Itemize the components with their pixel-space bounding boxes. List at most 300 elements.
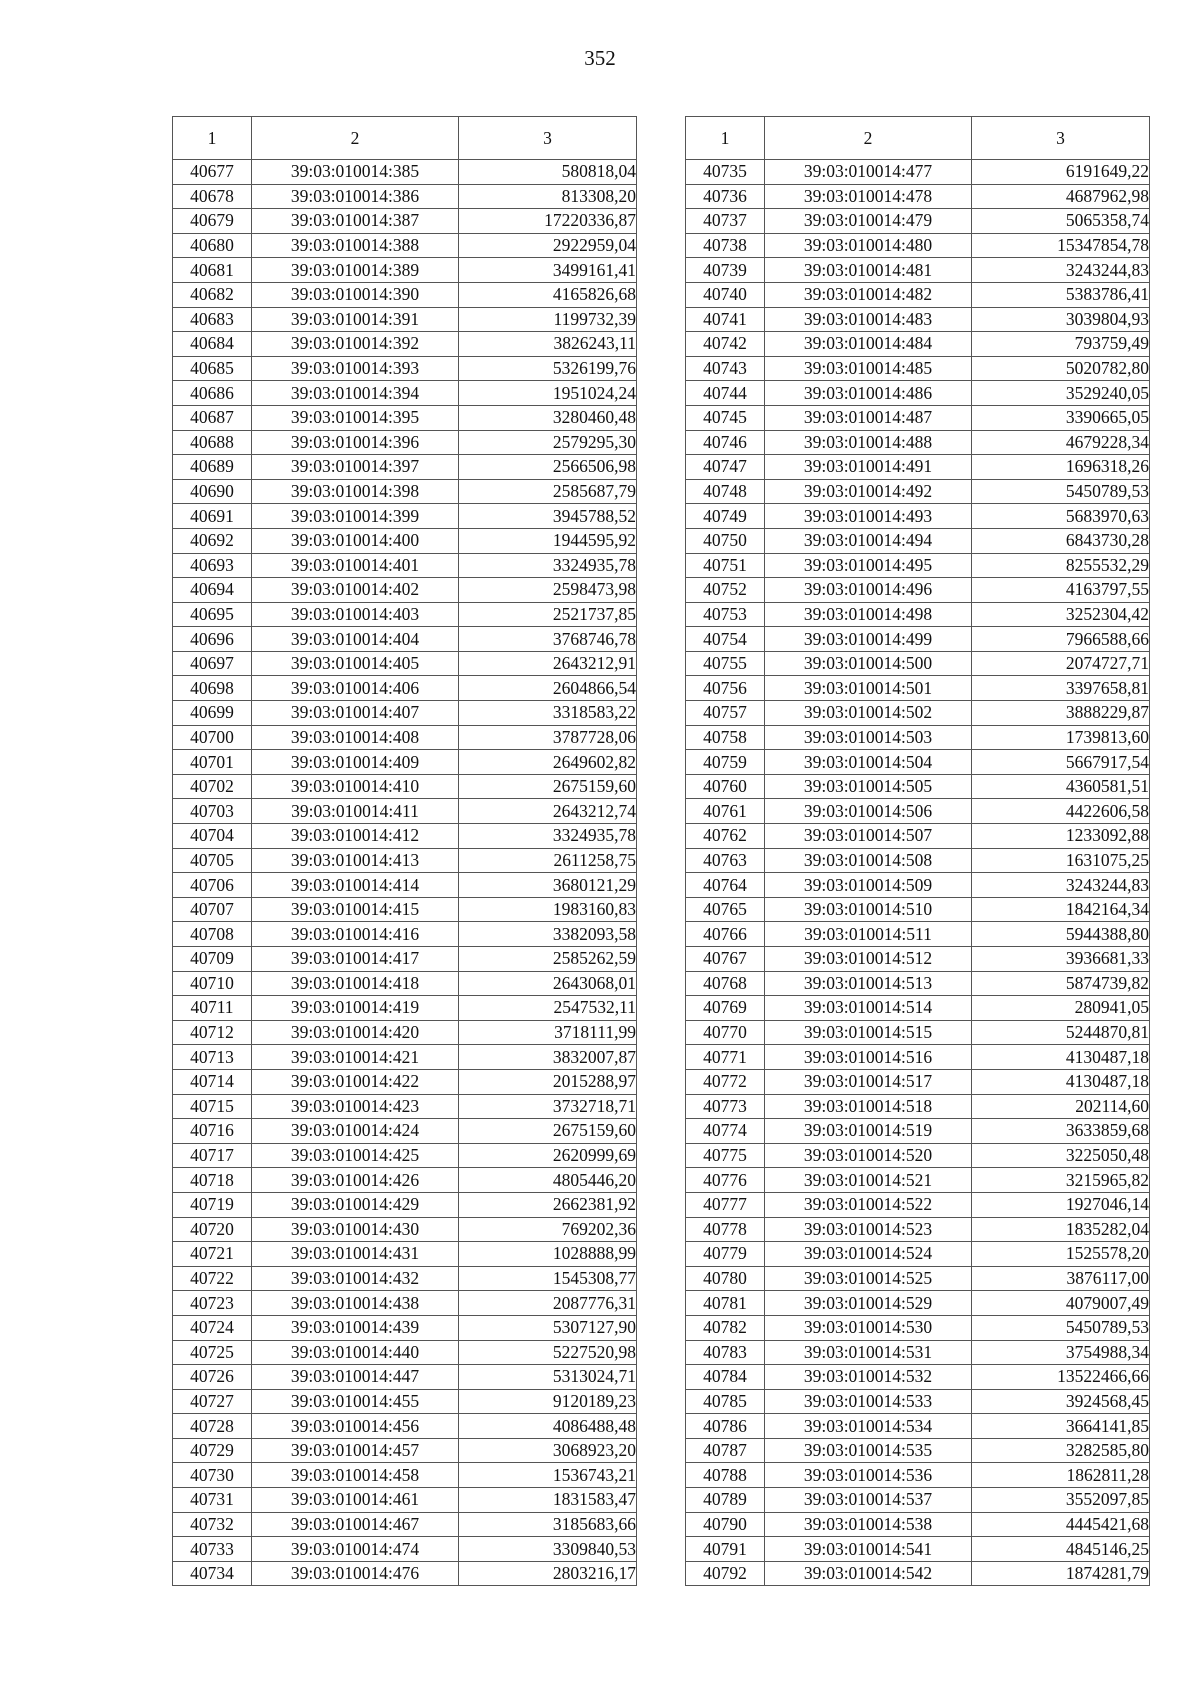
cadastral-number-cell: 39:03:010014:410 xyxy=(252,774,459,799)
row-number-cell: 40700 xyxy=(173,725,252,750)
cadastral-number-cell: 39:03:010014:523 xyxy=(765,1217,972,1242)
cadastral-number-cell: 39:03:010014:518 xyxy=(765,1094,972,1119)
cadastral-number-cell: 39:03:010014:385 xyxy=(252,160,459,185)
row-number-cell: 40722 xyxy=(173,1266,252,1291)
table-row xyxy=(686,504,1150,529)
table-row xyxy=(686,307,1150,332)
cadastral-number-cell: 39:03:010014:532 xyxy=(765,1365,972,1390)
value-cell: 2074727,71 xyxy=(972,651,1150,676)
row-number-cell: 40679 xyxy=(173,209,252,234)
cadastral-number-cell: 39:03:010014:474 xyxy=(252,1537,459,1562)
row-number-cell: 40705 xyxy=(173,848,252,873)
cadastral-number-cell: 39:03:010014:481 xyxy=(765,258,972,283)
row-number-cell: 40791 xyxy=(686,1537,765,1562)
row-number-cell: 40774 xyxy=(686,1119,765,1144)
cadastral-number-cell: 39:03:010014:422 xyxy=(252,1069,459,1094)
row-number-cell: 40748 xyxy=(686,479,765,504)
value-cell: 5227520,98 xyxy=(459,1340,637,1365)
cadastral-number-cell: 39:03:010014:520 xyxy=(765,1143,972,1168)
table-row xyxy=(686,676,1150,701)
value-cell: 793759,49 xyxy=(972,332,1150,357)
value-cell: 3826243,11 xyxy=(459,332,637,357)
table-row xyxy=(686,233,1150,258)
value-cell: 5326199,76 xyxy=(459,356,637,381)
cadastral-number-cell: 39:03:010014:455 xyxy=(252,1389,459,1414)
value-cell: 1739813,60 xyxy=(972,725,1150,750)
cadastral-number-cell: 39:03:010014:439 xyxy=(252,1315,459,1340)
cadastral-number-cell: 39:03:010014:534 xyxy=(765,1414,972,1439)
row-number-cell: 40756 xyxy=(686,676,765,701)
value-cell: 1842164,34 xyxy=(972,897,1150,922)
table-row xyxy=(173,824,637,849)
value-cell: 1233092,88 xyxy=(972,824,1150,849)
row-number-cell: 40752 xyxy=(686,578,765,603)
cadastral-number-cell: 39:03:010014:495 xyxy=(765,553,972,578)
cadastral-number-cell: 39:03:010014:529 xyxy=(765,1291,972,1316)
row-number-cell: 40762 xyxy=(686,824,765,849)
table-row xyxy=(686,282,1150,307)
table-row xyxy=(686,1119,1150,1144)
cadastral-number-cell: 39:03:010014:500 xyxy=(765,651,972,676)
cadastral-number-cell: 39:03:010014:402 xyxy=(252,578,459,603)
table-row xyxy=(686,184,1150,209)
value-cell: 3832007,87 xyxy=(459,1045,637,1070)
row-number-cell: 40680 xyxy=(173,233,252,258)
value-cell: 17220336,87 xyxy=(459,209,637,234)
cadastral-number-cell: 39:03:010014:429 xyxy=(252,1192,459,1217)
row-number-cell: 40754 xyxy=(686,627,765,652)
row-number-cell: 40785 xyxy=(686,1389,765,1414)
row-number-cell: 40759 xyxy=(686,750,765,775)
row-number-cell: 40761 xyxy=(686,799,765,824)
value-cell: 9120189,23 xyxy=(459,1389,637,1414)
table-row xyxy=(173,774,637,799)
value-cell: 3397658,81 xyxy=(972,676,1150,701)
cadastral-number-cell: 39:03:010014:396 xyxy=(252,430,459,455)
cadastral-number-cell: 39:03:010014:401 xyxy=(252,553,459,578)
row-number-cell: 40773 xyxy=(686,1094,765,1119)
value-cell: 2611258,75 xyxy=(459,848,637,873)
row-number-cell: 40776 xyxy=(686,1168,765,1193)
value-cell: 5874739,82 xyxy=(972,971,1150,996)
cadastral-number-cell: 39:03:010014:496 xyxy=(765,578,972,603)
table-row xyxy=(173,528,637,553)
value-cell: 1545308,77 xyxy=(459,1266,637,1291)
value-cell: 4679228,34 xyxy=(972,430,1150,455)
table-row xyxy=(686,602,1150,627)
value-cell: 5683970,63 xyxy=(972,504,1150,529)
page-number: 352 xyxy=(584,46,616,70)
row-number-cell: 40777 xyxy=(686,1192,765,1217)
row-number-cell: 40723 xyxy=(173,1291,252,1316)
row-number-cell: 40755 xyxy=(686,651,765,676)
value-cell: 5020782,80 xyxy=(972,356,1150,381)
cadastral-number-cell: 39:03:010014:418 xyxy=(252,971,459,996)
row-number-cell: 40727 xyxy=(173,1389,252,1414)
table-row xyxy=(173,996,637,1021)
table-row xyxy=(686,553,1150,578)
column-header-1: 1 xyxy=(686,117,765,160)
cadastral-number-cell: 39:03:010014:538 xyxy=(765,1512,972,1537)
value-cell: 2579295,30 xyxy=(459,430,637,455)
cadastral-number-cell: 39:03:010014:508 xyxy=(765,848,972,873)
value-cell: 2662381,92 xyxy=(459,1192,637,1217)
value-cell: 3768746,78 xyxy=(459,627,637,652)
row-number-cell: 40724 xyxy=(173,1315,252,1340)
row-number-cell: 40698 xyxy=(173,676,252,701)
row-number-cell: 40725 xyxy=(173,1340,252,1365)
table-row xyxy=(686,701,1150,726)
row-number-cell: 40737 xyxy=(686,209,765,234)
value-cell: 5383786,41 xyxy=(972,282,1150,307)
value-cell: 3718111,99 xyxy=(459,1020,637,1045)
value-cell: 3324935,78 xyxy=(459,824,637,849)
cadastral-number-cell: 39:03:010014:513 xyxy=(765,971,972,996)
cadastral-number-cell: 39:03:010014:407 xyxy=(252,701,459,726)
table-row xyxy=(173,553,637,578)
row-number-cell: 40730 xyxy=(173,1463,252,1488)
value-cell: 3888229,87 xyxy=(972,701,1150,726)
table-row xyxy=(173,233,637,258)
table-row xyxy=(686,1315,1150,1340)
table-row xyxy=(173,602,637,627)
row-number-cell: 40677 xyxy=(173,160,252,185)
row-number-cell: 40710 xyxy=(173,971,252,996)
row-number-cell: 40692 xyxy=(173,528,252,553)
value-cell: 3243244,83 xyxy=(972,873,1150,898)
value-cell: 3876117,00 xyxy=(972,1266,1150,1291)
value-cell: 5450789,53 xyxy=(972,479,1150,504)
row-number-cell: 40683 xyxy=(173,307,252,332)
table-row xyxy=(686,160,1150,185)
row-number-cell: 40760 xyxy=(686,774,765,799)
table-row xyxy=(686,774,1150,799)
value-cell: 5313024,71 xyxy=(459,1365,637,1390)
value-cell: 6191649,22 xyxy=(972,160,1150,185)
cadastral-number-cell: 39:03:010014:519 xyxy=(765,1119,972,1144)
row-number-cell: 40789 xyxy=(686,1488,765,1513)
cadastral-number-cell: 39:03:010014:535 xyxy=(765,1438,972,1463)
value-cell: 2675159,60 xyxy=(459,1119,637,1144)
table-row xyxy=(173,1020,637,1045)
table-row xyxy=(686,1045,1150,1070)
row-number-cell: 40780 xyxy=(686,1266,765,1291)
table-row xyxy=(173,750,637,775)
row-number-cell: 40775 xyxy=(686,1143,765,1168)
cadastral-number-cell: 39:03:010014:457 xyxy=(252,1438,459,1463)
row-number-cell: 40682 xyxy=(173,282,252,307)
cadastral-number-cell: 39:03:010014:516 xyxy=(765,1045,972,1070)
row-number-cell: 40787 xyxy=(686,1438,765,1463)
table-row xyxy=(173,1315,637,1340)
table-row xyxy=(173,455,637,480)
value-cell: 5244870,81 xyxy=(972,1020,1150,1045)
table-row xyxy=(686,1217,1150,1242)
table-row xyxy=(173,1266,637,1291)
table-row xyxy=(173,1045,637,1070)
table-row xyxy=(173,282,637,307)
table-row xyxy=(686,209,1150,234)
table-row xyxy=(686,479,1150,504)
row-number-cell: 40694 xyxy=(173,578,252,603)
cadastral-number-cell: 39:03:010014:499 xyxy=(765,627,972,652)
table-row xyxy=(173,1217,637,1242)
cadastral-number-cell: 39:03:010014:533 xyxy=(765,1389,972,1414)
cadastral-number-cell: 39:03:010014:406 xyxy=(252,676,459,701)
value-cell: 2547532,11 xyxy=(459,996,637,1021)
value-cell: 4445421,68 xyxy=(972,1512,1150,1537)
value-cell: 1983160,83 xyxy=(459,897,637,922)
table-row xyxy=(173,1192,637,1217)
cadastral-number-cell: 39:03:010014:432 xyxy=(252,1266,459,1291)
table-row xyxy=(173,627,637,652)
value-cell: 3243244,83 xyxy=(972,258,1150,283)
row-number-cell: 40740 xyxy=(686,282,765,307)
cadastral-number-cell: 39:03:010014:423 xyxy=(252,1094,459,1119)
table-row xyxy=(173,897,637,922)
table-row xyxy=(686,848,1150,873)
value-cell: 2643212,74 xyxy=(459,799,637,824)
cadastral-number-cell: 39:03:010014:517 xyxy=(765,1069,972,1094)
value-cell: 6843730,28 xyxy=(972,528,1150,553)
table-row xyxy=(173,405,637,430)
table-row xyxy=(173,848,637,873)
value-cell: 3754988,34 xyxy=(972,1340,1150,1365)
table-row xyxy=(173,1119,637,1144)
table-row xyxy=(686,947,1150,972)
table-row xyxy=(686,405,1150,430)
value-cell: 3924568,45 xyxy=(972,1389,1150,1414)
table-row xyxy=(686,356,1150,381)
table-row xyxy=(686,824,1150,849)
cadastral-number-cell: 39:03:010014:447 xyxy=(252,1365,459,1390)
cadastral-number-cell: 39:03:010014:393 xyxy=(252,356,459,381)
value-cell: 3382093,58 xyxy=(459,922,637,947)
row-number-cell: 40697 xyxy=(173,651,252,676)
value-cell: 3282585,80 xyxy=(972,1438,1150,1463)
row-number-cell: 40771 xyxy=(686,1045,765,1070)
table-row xyxy=(173,1168,637,1193)
row-number-cell: 40792 xyxy=(686,1561,765,1586)
table-row xyxy=(173,1365,637,1390)
table-row xyxy=(173,209,637,234)
table-body xyxy=(173,160,637,1586)
table-row xyxy=(686,1438,1150,1463)
row-number-cell: 40716 xyxy=(173,1119,252,1144)
row-number-cell: 40699 xyxy=(173,701,252,726)
cadastral-number-cell: 39:03:010014:524 xyxy=(765,1242,972,1267)
table-row xyxy=(173,651,637,676)
cadastral-number-cell: 39:03:010014:522 xyxy=(765,1192,972,1217)
table-row xyxy=(686,430,1150,455)
value-cell: 1874281,79 xyxy=(972,1561,1150,1586)
table-row xyxy=(686,1242,1150,1267)
row-number-cell: 40766 xyxy=(686,922,765,947)
cadastral-number-cell: 39:03:010014:531 xyxy=(765,1340,972,1365)
table-row xyxy=(686,1463,1150,1488)
cadastral-number-cell: 39:03:010014:501 xyxy=(765,676,972,701)
cadastral-number-cell: 39:03:010014:525 xyxy=(765,1266,972,1291)
table-row xyxy=(686,332,1150,357)
column-header-3: 3 xyxy=(972,117,1150,160)
cadastral-number-cell: 39:03:010014:411 xyxy=(252,799,459,824)
cadastral-number-cell: 39:03:010014:542 xyxy=(765,1561,972,1586)
table-row xyxy=(173,676,637,701)
table-row xyxy=(173,799,637,824)
cadastral-number-cell: 39:03:010014:415 xyxy=(252,897,459,922)
value-cell: 4079007,49 xyxy=(972,1291,1150,1316)
cadastral-number-cell: 39:03:010014:456 xyxy=(252,1414,459,1439)
row-number-cell: 40734 xyxy=(173,1561,252,1586)
table-row xyxy=(173,430,637,455)
row-number-cell: 40688 xyxy=(173,430,252,455)
cadastral-number-cell: 39:03:010014:510 xyxy=(765,897,972,922)
table-row xyxy=(173,701,637,726)
row-number-cell: 40772 xyxy=(686,1069,765,1094)
value-cell: 1831583,47 xyxy=(459,1488,637,1513)
row-number-cell: 40749 xyxy=(686,504,765,529)
row-number-cell: 40732 xyxy=(173,1512,252,1537)
value-cell: 3552097,85 xyxy=(972,1488,1150,1513)
cadastral-number-cell: 39:03:010014:395 xyxy=(252,405,459,430)
row-number-cell: 40779 xyxy=(686,1242,765,1267)
value-cell: 3185683,66 xyxy=(459,1512,637,1537)
value-cell: 3633859,68 xyxy=(972,1119,1150,1144)
table-row xyxy=(173,1291,637,1316)
table-row xyxy=(686,897,1150,922)
value-cell: 3529240,05 xyxy=(972,381,1150,406)
value-cell: 3039804,93 xyxy=(972,307,1150,332)
cadastral-number-cell: 39:03:010014:507 xyxy=(765,824,972,849)
table-row xyxy=(686,1069,1150,1094)
row-number-cell: 40733 xyxy=(173,1537,252,1562)
row-number-cell: 40753 xyxy=(686,602,765,627)
row-number-cell: 40736 xyxy=(686,184,765,209)
cadastral-number-cell: 39:03:010014:477 xyxy=(765,160,972,185)
cadastral-number-cell: 39:03:010014:537 xyxy=(765,1488,972,1513)
row-number-cell: 40708 xyxy=(173,922,252,947)
table-row xyxy=(686,651,1150,676)
cadastral-number-cell: 39:03:010014:521 xyxy=(765,1168,972,1193)
table-row xyxy=(173,1512,637,1537)
row-number-cell: 40706 xyxy=(173,873,252,898)
table-row xyxy=(173,184,637,209)
row-number-cell: 40715 xyxy=(173,1094,252,1119)
cadastral-number-cell: 39:03:010014:511 xyxy=(765,922,972,947)
value-cell: 3225050,48 xyxy=(972,1143,1150,1168)
table-row xyxy=(173,1143,637,1168)
cadastral-number-cell: 39:03:010014:493 xyxy=(765,504,972,529)
value-cell: 2015288,97 xyxy=(459,1069,637,1094)
table-row xyxy=(173,725,637,750)
row-number-cell: 40690 xyxy=(173,479,252,504)
cadastral-number-cell: 39:03:010014:476 xyxy=(252,1561,459,1586)
cadastral-number-cell: 39:03:010014:425 xyxy=(252,1143,459,1168)
row-number-cell: 40751 xyxy=(686,553,765,578)
value-cell: 3945788,52 xyxy=(459,504,637,529)
cadastral-number-cell: 39:03:010014:514 xyxy=(765,996,972,1021)
row-number-cell: 40684 xyxy=(173,332,252,357)
table-row xyxy=(686,971,1150,996)
value-cell: 2649602,82 xyxy=(459,750,637,775)
table-row xyxy=(686,1143,1150,1168)
value-cell: 4422606,58 xyxy=(972,799,1150,824)
row-number-cell: 40707 xyxy=(173,897,252,922)
row-number-cell: 40685 xyxy=(173,356,252,381)
table-row xyxy=(686,1168,1150,1193)
cadastral-number-cell: 39:03:010014:430 xyxy=(252,1217,459,1242)
cadastral-number-cell: 39:03:010014:541 xyxy=(765,1537,972,1562)
row-number-cell: 40764 xyxy=(686,873,765,898)
cadastral-number-cell: 39:03:010014:416 xyxy=(252,922,459,947)
value-cell: 5307127,90 xyxy=(459,1315,637,1340)
value-cell: 5944388,80 xyxy=(972,922,1150,947)
value-cell: 1525578,20 xyxy=(972,1242,1150,1267)
row-number-cell: 40731 xyxy=(173,1488,252,1513)
value-cell: 3732718,71 xyxy=(459,1094,637,1119)
row-number-cell: 40711 xyxy=(173,996,252,1021)
value-cell: 3318583,22 xyxy=(459,701,637,726)
row-number-cell: 40769 xyxy=(686,996,765,1021)
cadastral-number-cell: 39:03:010014:412 xyxy=(252,824,459,849)
value-cell: 1536743,21 xyxy=(459,1463,637,1488)
cadastral-number-cell: 39:03:010014:414 xyxy=(252,873,459,898)
value-cell: 3787728,06 xyxy=(459,725,637,750)
table-row xyxy=(686,578,1150,603)
cadastral-number-cell: 39:03:010014:484 xyxy=(765,332,972,357)
cadastral-number-cell: 39:03:010014:405 xyxy=(252,651,459,676)
value-cell: 5065358,74 xyxy=(972,209,1150,234)
row-number-cell: 40718 xyxy=(173,1168,252,1193)
cadastral-number-cell: 39:03:010014:509 xyxy=(765,873,972,898)
value-cell: 5450789,53 xyxy=(972,1315,1150,1340)
column-header-1: 1 xyxy=(173,117,252,160)
value-cell: 3068923,20 xyxy=(459,1438,637,1463)
row-number-cell: 40767 xyxy=(686,947,765,972)
value-cell: 3280460,48 xyxy=(459,405,637,430)
table-row xyxy=(173,1537,637,1562)
data-table-left xyxy=(172,116,637,1586)
value-cell: 15347854,78 xyxy=(972,233,1150,258)
table-row xyxy=(686,1192,1150,1217)
value-cell: 1944595,92 xyxy=(459,528,637,553)
row-number-cell: 40691 xyxy=(173,504,252,529)
value-cell: 2922959,04 xyxy=(459,233,637,258)
table-row xyxy=(686,1512,1150,1537)
row-number-cell: 40741 xyxy=(686,307,765,332)
value-cell: 1862811,28 xyxy=(972,1463,1150,1488)
value-cell: 2643212,91 xyxy=(459,651,637,676)
table-row xyxy=(173,947,637,972)
table-row xyxy=(686,873,1150,898)
value-cell: 4845146,25 xyxy=(972,1537,1150,1562)
cadastral-number-cell: 39:03:010014:404 xyxy=(252,627,459,652)
cadastral-number-cell: 39:03:010014:487 xyxy=(765,405,972,430)
row-number-cell: 40784 xyxy=(686,1365,765,1390)
table-row xyxy=(173,504,637,529)
table-row xyxy=(686,996,1150,1021)
value-cell: 4165826,68 xyxy=(459,282,637,307)
cadastral-number-cell: 39:03:010014:438 xyxy=(252,1291,459,1316)
value-cell: 4805446,20 xyxy=(459,1168,637,1193)
value-cell: 580818,04 xyxy=(459,160,637,185)
column-header-3: 3 xyxy=(459,117,637,160)
row-number-cell: 40714 xyxy=(173,1069,252,1094)
row-number-cell: 40729 xyxy=(173,1438,252,1463)
cadastral-number-cell: 39:03:010014:483 xyxy=(765,307,972,332)
value-cell: 8255532,29 xyxy=(972,553,1150,578)
value-cell: 4163797,55 xyxy=(972,578,1150,603)
